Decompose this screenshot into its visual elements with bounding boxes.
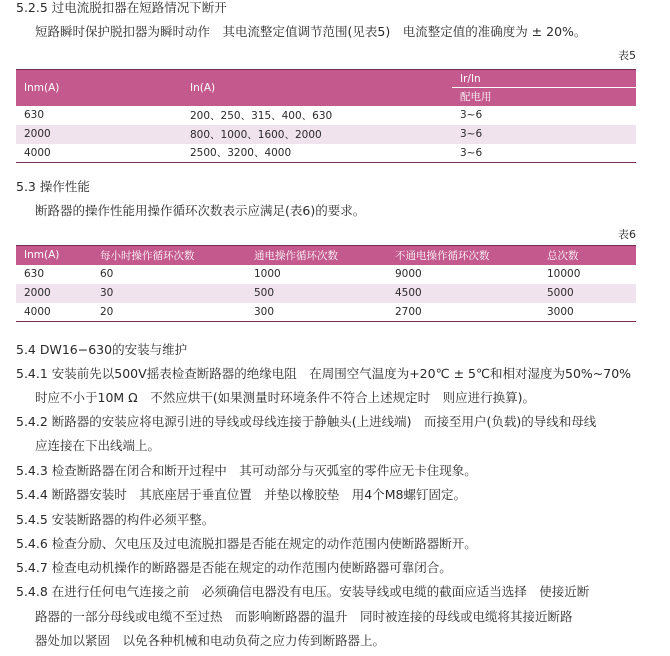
table-6-header-inm: Inm(A) [24, 249, 60, 262]
table-cell: 3~6 [460, 146, 483, 159]
paragraph-5-3: 断路器的操作性能用操作循环次数表示应满足(表6)的要求。 [35, 203, 366, 218]
clause-5-4-7: 5.4.7 检查电动机操作的断路器是否能在规定的动作范围内使断路器可靠闭合。 [16, 560, 452, 575]
table-6 [16, 245, 636, 322]
table-cell: 2000 [24, 128, 51, 140]
section-heading-5-2-5: 5.2.5 过电流脱扣器在短路情况下断开 [16, 0, 227, 15]
table-cell: 5000 [547, 287, 574, 299]
table-row [16, 303, 636, 322]
table-cell: 4000 [24, 305, 51, 318]
table-cell: 3~6 [460, 109, 483, 121]
table-cell: 2500、3200、4000 [190, 147, 292, 160]
clause-5-4-6: 5.4.6 检查分励、欠电压及过电流脱扣器是否能在规定的动作范围内使断路器断开。 [16, 536, 477, 551]
clause-5-4-8-line-3: 器处加以紧固 以免各种机械和电动负荷之应力传到断路器上。 [35, 633, 386, 648]
table-cell: 4500 [395, 287, 422, 299]
table-5-header-distribution: 配电用 [452, 88, 636, 106]
table-cell: 10000 [547, 268, 581, 280]
table-row [16, 265, 636, 284]
table-cell: 30 [100, 287, 114, 299]
table-cell: 800、1000、1600、2000 [190, 128, 322, 141]
clause-5-4-2-line-1: 5.4.2 断路器的安装应将电源引进的导线或母线连接于静触头(上进线端) 而接至用户(负载)的导线和母线 [16, 414, 597, 429]
clause-5-4-5: 5.4.5 安装断路器的构件必须平整。 [16, 512, 215, 527]
table-6-label: 表6 [618, 228, 636, 241]
table-cell: 3000 [547, 305, 574, 318]
table-cell: 9000 [395, 268, 422, 280]
paragraph-5-2-5: 短路瞬时保护脱扣器为瞬时动作 其电流整定值调节范围(见表5) 电流整定值的准确度为 ± 20%。 [35, 24, 587, 39]
table-row [16, 106, 636, 125]
table-row [16, 125, 636, 144]
clause-5-4-8-line-2: 路器的一部分母线或电缆不至过热 而影响断路器的温升 同时被连接的母线或电缆将其接近断路 [35, 609, 573, 624]
table-6-header-total: 总次数 [547, 249, 579, 262]
table-6-header-per-hour: 每小时操作循环次数 [100, 249, 195, 262]
table-row [16, 284, 636, 303]
table-cell: 630 [24, 268, 45, 280]
table-cell: 300 [254, 305, 275, 318]
table-cell: 60 [100, 268, 114, 280]
table-cell: 500 [254, 287, 275, 299]
table-row [16, 144, 636, 163]
clause-5-4-2-line-2: 应连接在下出线端上。 [35, 438, 161, 453]
table-6-header-non-energized: 不通电操作循环次数 [395, 249, 490, 262]
clause-5-4-4: 5.4.4 断路器安装时 其底座居于垂直位置 并垫以橡胶垫 用4个M8螺钉固定。 [16, 487, 466, 502]
table-cell: 630 [24, 109, 45, 121]
clause-5-4-8-line-1: 5.4.8 在进行任何电气连接之前 必须确信电器没有电压。安装导线或电缆的截面应适当选择 使接近断 [16, 584, 590, 599]
section-heading-5-4: 5.4 DW16−630的安装与维护 [16, 342, 188, 357]
table-cell: 200、250、315、400、630 [190, 109, 333, 122]
table-cell: 4000 [24, 146, 51, 159]
table-5-header-in: In(A) [190, 81, 216, 94]
table-cell: 3~6 [460, 128, 483, 140]
section-heading-5-3: 5.3 操作性能 [16, 179, 90, 194]
clause-5-4-1-line-1: 5.4.1 安装前先以500V摇表检查断路器的绝缘电阻 在周围空气温度为+20℃ ± 5℃和相对湿度为50%~70% [16, 366, 632, 381]
table-5-header-ir-in: Ir/In [460, 72, 481, 85]
table-cell: 20 [100, 305, 114, 318]
table-cell: 2700 [395, 305, 422, 318]
table-cell: 1000 [254, 268, 281, 280]
table-5-label: 表5 [618, 49, 636, 62]
table-5 [16, 69, 636, 163]
table-6-header-energized: 通电操作循环次数 [254, 249, 338, 262]
clause-5-4-3: 5.4.3 检查断路器在闭合和断开过程中 其可动部分与灭弧室的零件应无卡住现象。 [16, 463, 477, 478]
table-cell: 2000 [24, 287, 51, 299]
clause-5-4-1-line-2: 时应不小于10M Ω 不然应烘干(如果测量时环境条件不符合上述规定时 则应进行换算)。 [35, 390, 535, 405]
table-5-header-inm: Inm(A) [24, 81, 60, 94]
